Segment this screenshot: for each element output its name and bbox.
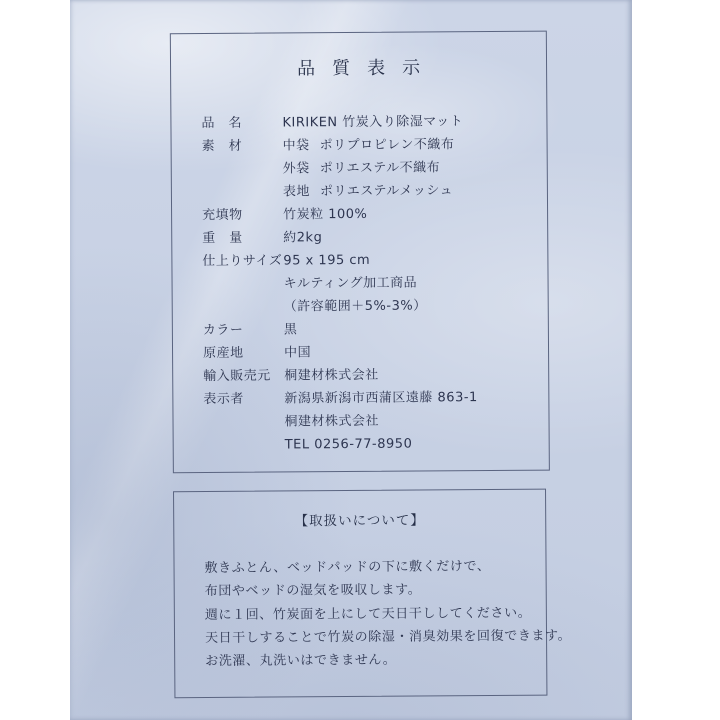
spec-label: 原産地 [202,345,244,362]
care-title: 【取扱いについて】 [294,512,425,530]
spec-row-size [172,248,547,274]
spec-row-phone [174,432,549,458]
spec-row-labeler-company [173,409,548,435]
quality-title: 品質表示 [296,57,438,80]
spec-row-labeler-address [173,386,548,412]
spec-value: ポリエステル不織布 [319,160,441,177]
spec-label: 重 量 [202,230,243,247]
spec-row-filling [172,202,547,228]
spec-value: KIRIKEN 竹炭入り除湿マット [282,114,464,131]
spec-value: （許容範囲＋5%-3%） [283,298,427,315]
spec-label: 品 名 [201,115,243,132]
spec-row-weight [172,225,547,251]
spec-row-color [173,317,548,343]
care-line: 敷きふとん、ベッドパッドの下に敷くだけで、 [204,559,491,577]
spec-row-tolerance [173,294,548,320]
spec-subkey: 中袋 [282,138,310,154]
spec-value: 新潟県新潟市西蒲区遠藤 863-1 [284,390,478,407]
care-line: 天日干しすることで竹炭の除湿・消臭効果を回復できます。 [204,628,572,646]
spec-value: 桐建材株式会社 [284,413,380,430]
paper-content [68,0,635,720]
spec-value: 竹炭粒 100% [283,206,368,223]
spec-label: 仕上りサイズ [202,253,283,270]
spec-value: キルティング加工商品 [283,275,418,292]
care-line: お洗濯、丸洗いはできません。 [205,652,397,670]
spec-row-material-outer [172,156,547,182]
spec-label: 充填物 [202,207,243,224]
spec-value: 中国 [283,345,312,361]
spec-value: ポリプロピレン不織布 [319,137,455,154]
spec-value: ポリエステルメッシュ [319,183,454,200]
spec-rows [171,110,548,458]
spec-row-material-surface [172,179,547,205]
spec-subkey: 表地 [282,184,310,200]
spec-label: 表示者 [203,391,244,408]
care-lines [174,555,572,674]
care-line: 週に１回、竹炭面を上にして天日干ししてください。 [204,605,532,623]
label-paper [70,0,632,720]
spec-label: 輸入販売元 [203,368,271,385]
spec-subkey: 外袋 [282,161,310,177]
spec-label: カラー [202,322,244,339]
care-instructions-box [173,489,572,699]
spec-value: 桐建材株式会社 [284,367,379,384]
spec-row-origin [173,340,548,366]
spec-value: TEL 0256-77-8950 [284,436,413,453]
spec-value: 約2kg [283,230,323,246]
spec-row-product-name [171,110,546,136]
spec-row-importer [173,363,548,389]
care-line: 布団やベッドの湿気を吸収します。 [204,582,422,600]
quality-spec-box [170,31,550,474]
spec-row-material-inner [172,133,547,159]
spec-row-quilting [172,271,547,297]
spec-value: 黒 [283,322,298,338]
spec-label: 素 材 [201,138,243,155]
spec-value: 95 x 195 cm [283,252,371,269]
